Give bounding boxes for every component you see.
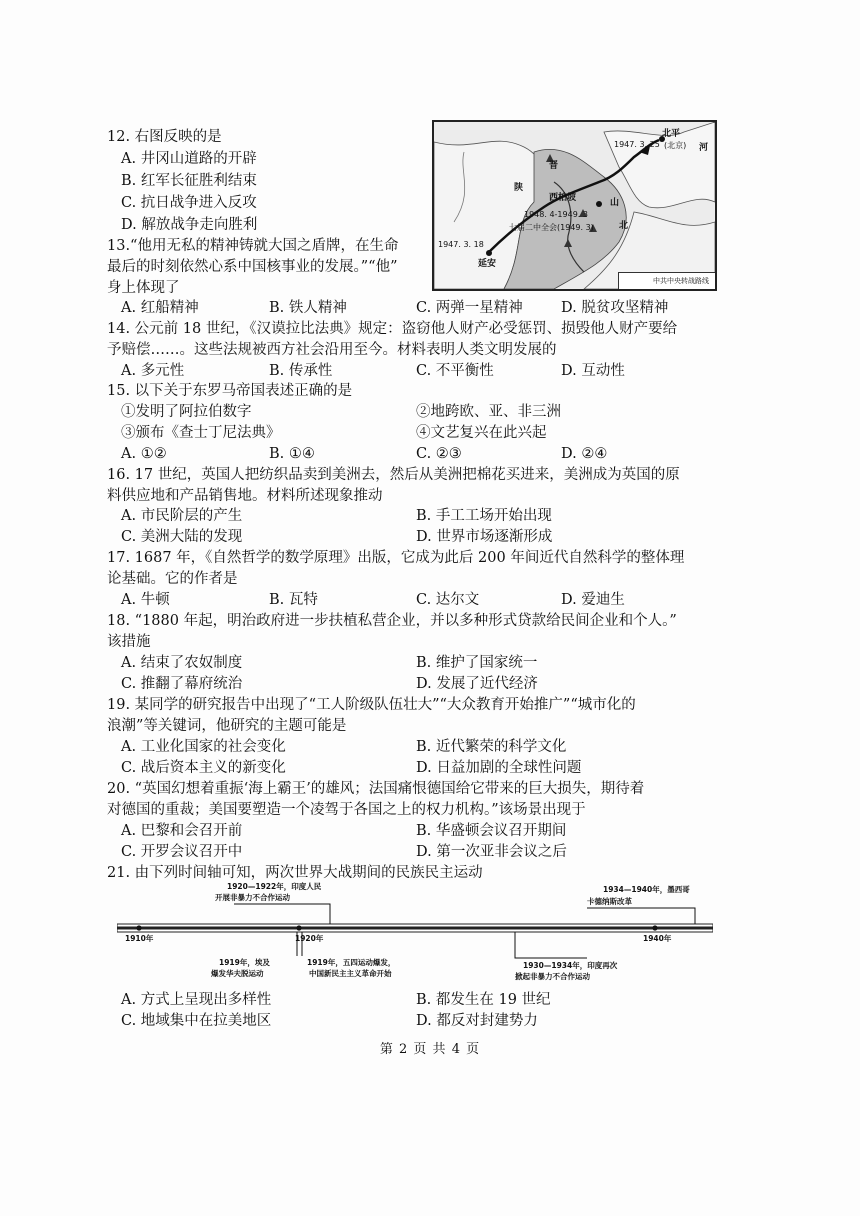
q19-option-c: C. 战后资本主义的新变化 [121, 760, 286, 776]
q14-option-c: C. 不平衡性 [416, 363, 494, 379]
timeline-graphic [117, 880, 713, 984]
map-label-date-1947-3-18: 1947. 3. 18 [438, 240, 484, 249]
q15-statement-3: ③颁布《查士丁尼法典》 [121, 425, 281, 441]
q16-option-d: D. 世界市场逐渐形成 [416, 529, 553, 545]
q20-stem-line1: 20. “英国幻想着重振‘海上霸王’的雄风；法国痛恨德国给它带来的巨大损失，期待着 [107, 781, 645, 797]
q15-statement-4: ④文艺复兴在此兴起 [416, 425, 547, 441]
map-label-beiping: 北平 [662, 129, 681, 139]
map-label-date-1948: 1948. 4-1949. 3 [524, 210, 588, 219]
q14-option-d: D. 互动性 [561, 363, 625, 379]
timeline-event-india-1930-line1: 1930—1934年，印度再次 [523, 961, 618, 970]
q19-option-d: D. 日益加剧的全球性问题 [416, 760, 582, 776]
q18-option-c: C. 推翻了幕府统治 [121, 676, 243, 692]
timeline-figure [117, 880, 713, 984]
q15-statement-2: ②地跨欧、亚、非三洲 [416, 404, 561, 420]
q17-option-b: B. 瓦特 [269, 592, 318, 608]
q18-option-b: B. 维护了国家统一 [416, 655, 538, 671]
q18-stem-line1: 18. “1880 年起，明治政府进一步扶植私营企业，并以多种形式贷款给民间企业和个人。” [107, 613, 677, 629]
q12-stem: 12. 右图反映的是 [107, 129, 222, 145]
q15-option-b: B. ①④ [269, 446, 315, 462]
map-label-bei: 北 [619, 221, 629, 231]
q12-option-a: A. 井冈山道路的开辟 [121, 151, 257, 167]
q19-stem-line1: 19. 某同学的研究报告中出现了“工人阶级队伍壮大”“大众教育开始推广”“城市化的 [107, 697, 636, 713]
timeline-event-mexico-line1: 1934—1940年，墨西哥 [603, 885, 690, 894]
q15-option-d: D. ②④ [561, 446, 608, 462]
timeline-year-1910: 1910年 [125, 934, 154, 943]
q16-option-a: A. 市民阶层的产生 [121, 508, 243, 524]
q21-option-c: C. 地域集中在拉美地区 [121, 1013, 272, 1029]
q16-stem-line2: 料供应地和产品销售地。材料所述现象推动 [107, 488, 383, 504]
q18-option-d: D. 发展了近代经济 [416, 676, 538, 692]
timeline-event-india-1930-line2: 掀起非暴力不合作运动 [515, 972, 590, 981]
timeline-event-may4-line1: 1919年，五四运动爆发， [307, 958, 396, 967]
q20-option-c: C. 开罗会议召开中 [121, 844, 243, 860]
q17-stem-line1: 17. 1687 年，《自然哲学的数学原理》出版，它成为此后 200 年间近代自然科学的整体理 [107, 550, 685, 566]
timeline-event-mexico-line2: 卡德纳斯改革 [587, 897, 632, 906]
q20-option-d: D. 第一次亚非会议之后 [416, 844, 567, 860]
timeline-event-india-1920-line1: 1920—1922年，印度人民 [227, 882, 322, 891]
q15-statement-1: ①发明了阿拉伯数字 [121, 404, 252, 420]
q20-option-a: A. 巴黎和会召开前 [121, 823, 243, 839]
q16-option-b: B. 手工工场开始出现 [416, 508, 552, 524]
timeline-event-may4-line2: 中国新民主主义革命开始 [309, 969, 392, 978]
q17-stem-line2: 论基础。它的作者是 [107, 571, 238, 587]
q21-option-d: D. 都反对封建势力 [416, 1013, 538, 1029]
map-label-yanan: 延安 [478, 259, 497, 269]
q13-stem-line3: 身上体现了 [107, 280, 180, 296]
page-footer: 第 2 页 共 4 页 [379, 1042, 481, 1057]
map-label-date-1947-3-25: 1947. 3. 25 [614, 140, 660, 149]
q19-stem-line2: 浪潮”等关键词，他研究的主题可能是 [107, 718, 347, 734]
timeline-year-1920: 1920年 [295, 934, 324, 943]
q21-stem: 21. 由下列时间轴可知，两次世界大战期间的民族民主运动 [107, 865, 483, 881]
map-label-he: 河 [699, 143, 709, 153]
q15-option-c: C. ②③ [416, 446, 462, 462]
q20-option-b: B. 华盛顿会议召开期间 [416, 823, 567, 839]
q14-stem-line2: 予赔偿……。这些法规被西方社会沿用至今。材料表明人类文明发展的 [107, 342, 557, 358]
q19-option-b: B. 近代繁荣的科学文化 [416, 739, 567, 755]
q20-stem-line2: 对德国的重裁；美国要塑造一个凌驾于各国之上的权力机构。”该场景出现于 [107, 802, 586, 818]
q12-option-c: C. 抗日战争进入反攻 [121, 195, 257, 211]
q17-option-c: C. 达尔文 [416, 592, 480, 608]
q15-stem: 15. 以下关于东罗马帝国表述正确的是 [107, 383, 353, 399]
q13-option-b: B. 铁人精神 [269, 300, 347, 316]
q12-option-d: D. 解放战争走向胜利 [121, 217, 258, 233]
map-label-xibaipo: 西柏坡 [549, 193, 577, 203]
q21-option-a: A. 方式上呈现出多样性 [121, 992, 272, 1008]
q14-option-a: A. 多元性 [121, 363, 185, 379]
q13-stem-line1: 13.“他用无私的精神铸就大国之盾牌，在生命 [107, 238, 399, 254]
q18-option-a: A. 结束了农奴制度 [121, 655, 243, 671]
q17-option-a: A. 牛顿 [121, 592, 170, 608]
q16-stem-line1: 16. 17 世纪，英国人把纺织品卖到美洲去，然后从美洲把棉花买进来，美洲成为英国的原 [107, 467, 680, 483]
q17-option-d: D. 爱迪生 [561, 592, 625, 608]
q14-option-b: B. 传承性 [269, 363, 333, 379]
map-label-shan: 山 [610, 198, 620, 208]
map-label-beijing: (北京) [664, 141, 687, 150]
q18-stem-line2: 该措施 [107, 634, 151, 650]
map-label-jin: 晋 [549, 161, 559, 171]
q19-option-a: A. 工业化国家的社会变化 [121, 739, 286, 755]
q16-option-c: C. 美洲大陆的发现 [121, 529, 243, 545]
timeline-year-1940: 1940年 [643, 934, 672, 943]
timeline-event-egypt-line2: 爆发华夫脱运动 [211, 969, 264, 978]
q13-option-a: A. 红船精神 [121, 300, 199, 316]
timeline-event-india-1920-line2: 开展非暴力不合作运动 [215, 893, 290, 902]
map-label-meeting: 七届二中全会(1949. 3) [509, 223, 594, 232]
q15-option-a: A. ①② [121, 446, 167, 462]
map-label-shaan: 陕 [514, 183, 524, 193]
q13-stem-line2: 最后的时刻依然心系中国核事业的发展。”“他” [107, 259, 398, 275]
timeline-event-egypt-line1: 1919年，埃及 [219, 958, 270, 967]
q13-option-d: D. 脱贫攻坚精神 [561, 300, 669, 316]
route-map [432, 120, 717, 291]
q21-option-b: B. 都发生在 19 世纪 [416, 992, 551, 1008]
q12-option-b: B. 红军长征胜利结束 [121, 173, 257, 189]
q14-stem-line1: 14. 公元前 18 世纪，《汉谟拉比法典》规定：盗窃他人财产必受惩罚、损毁他人财产要给 [107, 321, 678, 337]
q13-option-c: C. 两弹一星精神 [416, 300, 523, 316]
map-legend-label: 中共中央转战路线 [653, 277, 709, 285]
map-legend [618, 272, 715, 289]
